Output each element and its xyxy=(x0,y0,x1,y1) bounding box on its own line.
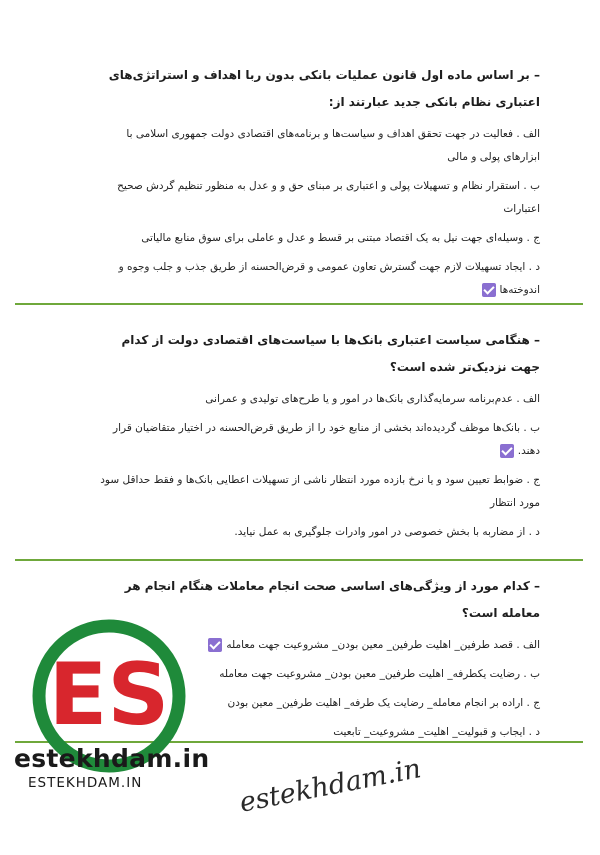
option-text: د . ایجاد تسهیلات لازم جهت گسترش تعاون عمومی و قرض‌الحسنه از طریق جذب و جلب وجوه و اندوخته‌ها xyxy=(118,261,540,296)
option-alef[interactable]: الف . عدم‌برنامه سرمایه‌گذاری بانک‌ها در امور و یا طرح‌های تولیدی و عمرانی xyxy=(205,393,540,405)
checkmark-icon xyxy=(500,444,514,458)
checkmark-icon xyxy=(208,638,222,652)
separator-line xyxy=(15,303,583,305)
checkmark-icon xyxy=(482,283,496,297)
watermark-site-caps: ESTEKHDAM.IN xyxy=(28,775,143,791)
option-jim[interactable]: ج . ضوابط تعیین سود و یا نرخ بازده مورد انتظار ناشی از تسهیلات اعطایی بانک‌ها و فقط حداقل سود مورد انتظار xyxy=(100,474,540,509)
logo-letters: ES xyxy=(48,645,170,745)
option-text: الف . قصد طرفین_ اهلیت طرفین_ معین بودن_ مشروعیت جهت معامله xyxy=(226,639,540,651)
option-jim[interactable]: ج . وسیله‌ای جهت نیل به یک اقتصاد مبتنی بر قسط و عدل و عاملی برای سوق منابع مالیاتی xyxy=(141,232,540,244)
option-alef[interactable]: الف . فعالیت در جهت تحقق اهداف و سیاست‌ها و برنامه‌های اقتصادی دولت جمهوری اسلامی با ابزارهای پولی و مالی xyxy=(126,128,540,163)
option-be[interactable]: ب . استقرار نظام و تسهیلات پولی و اعتباری بر مبنای حق و و عدل به منظور تنظیم گردش صحیح اعتبارات xyxy=(117,180,540,215)
option-be[interactable] xyxy=(90,417,540,463)
question-title: – کدام مورد از ویژگی‌های اساسی صحت انجام معاملات هنگام انجام هر معامله است؟ xyxy=(124,579,540,620)
option-text: ب . بانک‌ها موظف گردیده‌اند بخشی از منابع خود را از طریق قرض‌الحسنه در اختیار متقاضیان قرار دهند. xyxy=(113,422,540,457)
question-title: – هنگامی سیاست اعتباری بانک‌ها با سیاست‌های اقتصادی دولت از کدام جهت نزدیک‌تر شده است؟ xyxy=(121,333,540,374)
question-1 xyxy=(90,62,540,308)
option-be[interactable]: ب . رضایت یکطرفه_ اهلیت طرفین_ معین بودن_ مشروعیت جهت معامله xyxy=(219,668,540,680)
question-title: – بر اساس ماده اول قانون عملیات بانکی بدون ربا اهداف و استراتژی‌های اعتباری نظام بانکی جدید عبارتند از: xyxy=(108,68,540,109)
watermark-site-script: estekhdam.in xyxy=(237,753,424,819)
option-jim[interactable]: ج . اراده بر انجام معامله_ رضایت یک طرفه_ اهلیت طرفین_ معین بودن xyxy=(227,697,540,709)
separator-line xyxy=(15,559,583,561)
option-dal[interactable] xyxy=(90,256,540,302)
watermark-site-bold: estekhdam.in xyxy=(14,744,210,773)
question-2 xyxy=(90,327,540,550)
option-dal[interactable]: د . ایجاب و قبولیت_ اهلیت_ مشروعیت_ تابعیت xyxy=(333,726,540,738)
option-dal[interactable]: د . از مضاربه با بخش خصوصی در امور وادرات جلوگیری به عمل نیاید. xyxy=(234,526,540,538)
